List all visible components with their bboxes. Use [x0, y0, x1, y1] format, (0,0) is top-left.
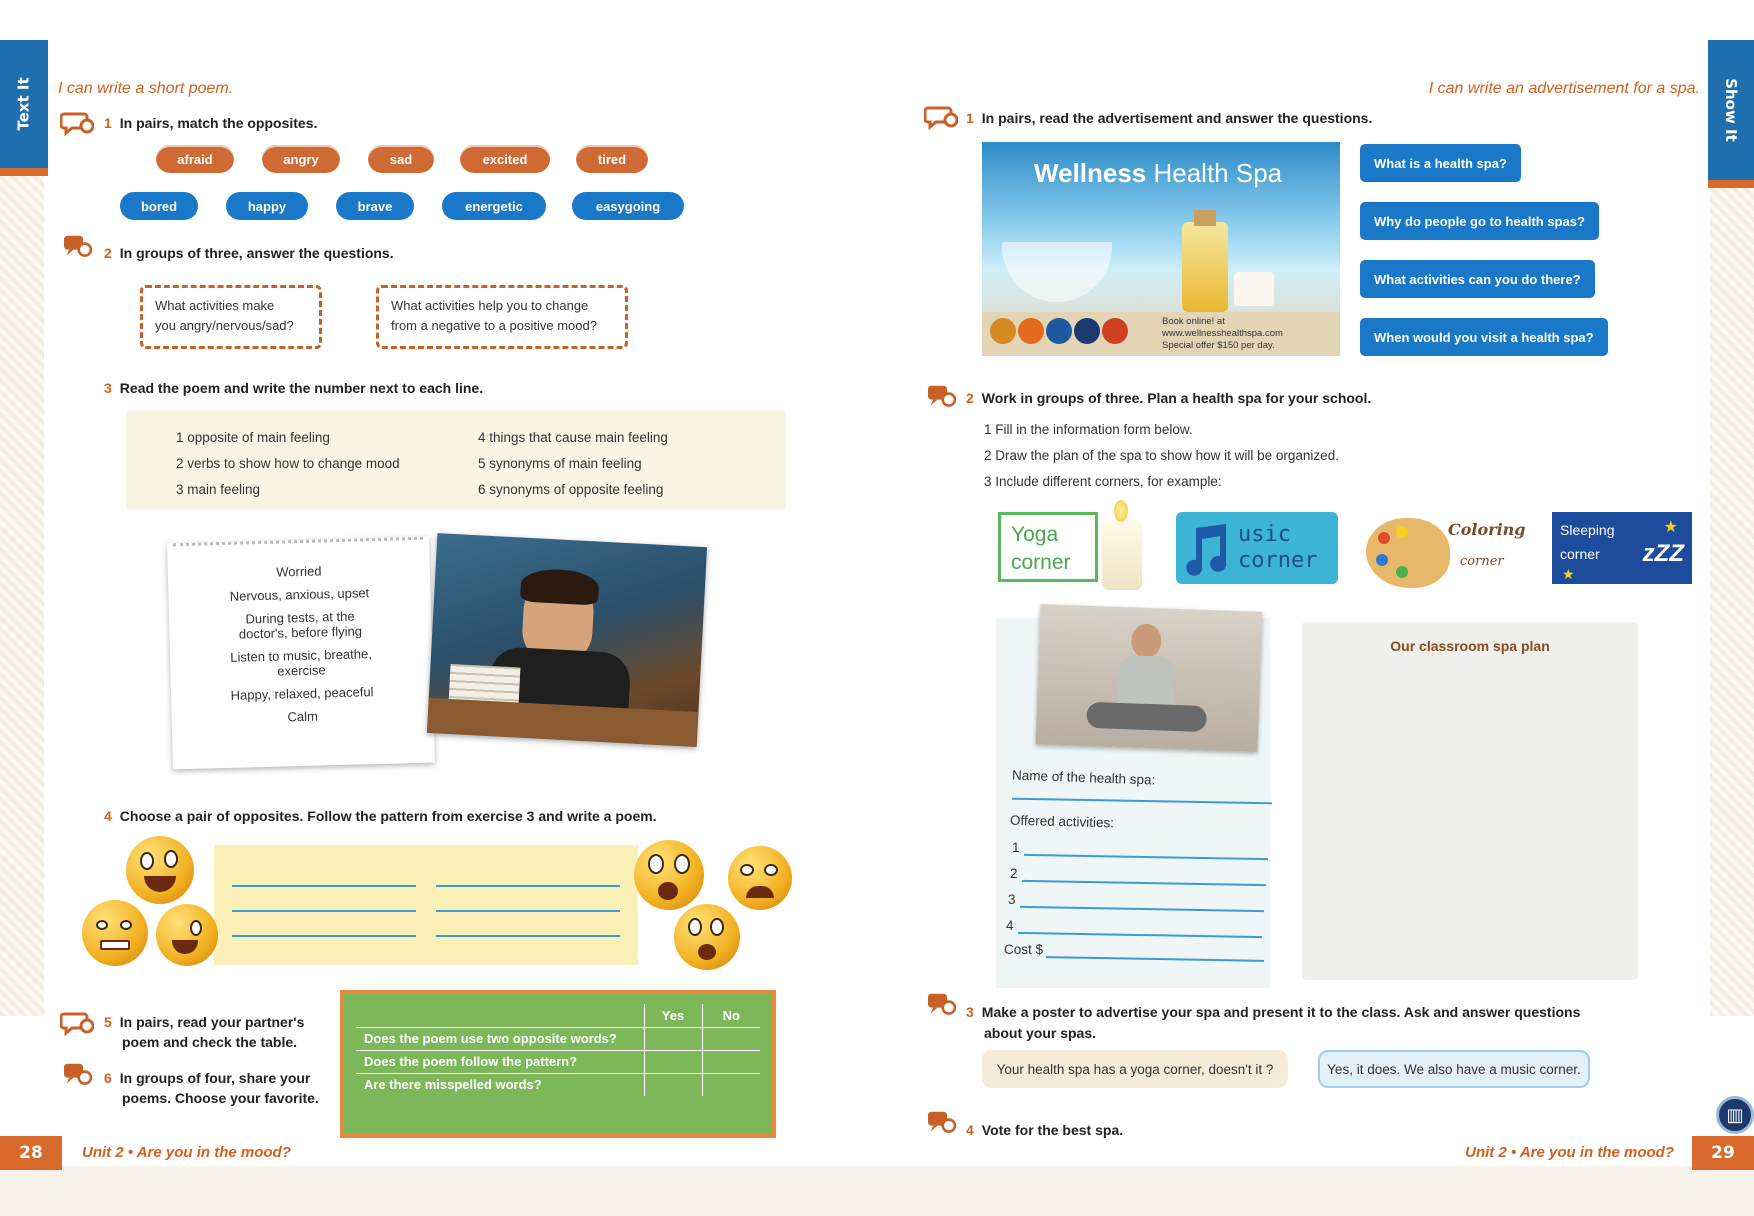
- poem-line-3: During tests, at the: [245, 608, 355, 627]
- group-talk-icon: [60, 234, 94, 260]
- group-talk-icon: [60, 1062, 94, 1088]
- poem-line-8: Calm: [287, 708, 319, 725]
- word-chip-sad[interactable]: sad: [368, 145, 434, 173]
- question-when-visit[interactable]: When would you visit a health spa?: [1360, 318, 1608, 356]
- exercise-2-heading: 2 In groups of three, answer the questions.: [104, 245, 394, 261]
- exercise-3-heading-right: 3 Make a poster to advertise your spa and present it to the class. Ask and answer questions about your spas.: [966, 1004, 1581, 1041]
- step-3: 3 Include different corners, for example:: [984, 474, 1222, 489]
- word-chip-energetic[interactable]: energetic: [442, 192, 546, 220]
- side-tab-accent: [0, 168, 48, 176]
- key-item-4: 4 things that cause main feeling: [478, 430, 668, 445]
- form-offered-label: Offered activities:: [1009, 812, 1115, 831]
- check-cell[interactable]: [644, 1050, 702, 1073]
- writing-line: [232, 910, 416, 912]
- spa-plan-area[interactable]: [1302, 622, 1638, 980]
- poem-line-4: doctor's, before flying: [238, 623, 363, 642]
- word-chip-angry[interactable]: angry: [262, 145, 340, 173]
- yoga-corner-label-2: corner: [1011, 551, 1071, 574]
- form-row-1: 1: [1012, 840, 1020, 855]
- spiral-binding: [173, 537, 423, 558]
- poem-line-6: exercise: [277, 662, 326, 679]
- exercise-1-heading-right: 1 In pairs, read the advertisement and answer the questions.: [966, 110, 1373, 126]
- group-talk-icon: [924, 992, 958, 1018]
- table-row: Are there misspelled words?: [356, 1073, 760, 1096]
- crying-emoji: [728, 846, 792, 910]
- wink-emoji: [156, 904, 218, 966]
- flame-icon: [1114, 500, 1128, 522]
- star-icon: ★: [1663, 519, 1678, 536]
- footer-unit-right: Unit 2 • Are you in the mood?: [1465, 1144, 1674, 1161]
- question-box-2-line-1: What activities help you to change: [391, 298, 589, 313]
- lesson-goal: I can write an advertisement for a spa.: [1428, 80, 1700, 97]
- right-margin-stripes: [1710, 160, 1754, 1016]
- word-chip-tired[interactable]: tired: [576, 145, 648, 173]
- pair-talk-icon: [60, 1010, 94, 1036]
- table-row: Does the poem use two opposite words?: [356, 1027, 760, 1050]
- speech-bubble-answer: Yes, it does. We also have a music corner.: [1318, 1050, 1590, 1088]
- exercise-4-heading: 4 Choose a pair of opposites. Follow the pattern from exercise 3 and write a poem.: [104, 808, 657, 824]
- side-tab-label: Show It: [1722, 78, 1740, 142]
- exercise-4-heading-right: 4 Vote for the best spa.: [966, 1122, 1124, 1138]
- scared-emoji: [634, 840, 704, 910]
- check-cell[interactable]: [644, 1073, 702, 1096]
- question-box-1-line-1: What activities make: [155, 298, 275, 313]
- poem-note: [167, 537, 435, 770]
- exercise-3-heading: 3 Read the poem and write the number next to each line.: [104, 380, 484, 396]
- poem-writing-area[interactable]: [214, 845, 638, 965]
- key-item-5: 5 synonyms of main feeling: [478, 456, 642, 471]
- writing-line: [232, 885, 416, 887]
- speech-bubble-question: Your health spa has a yoga corner, doesn't it ?: [982, 1050, 1288, 1088]
- side-tab-text-it: [0, 40, 48, 168]
- worried-student-photo: [427, 533, 707, 747]
- writing-line: [436, 910, 620, 912]
- sleeping-corner-label-2: corner: [1560, 546, 1600, 562]
- exercise-1-heading: 1 In pairs, match the opposites.: [104, 115, 318, 131]
- water-bowl: [1002, 242, 1112, 302]
- word-chip-excited[interactable]: excited: [460, 145, 550, 173]
- oil-bottle: [1182, 222, 1228, 312]
- table-header-yes: Yes: [644, 1004, 702, 1027]
- bottom-stripes: [0, 1166, 1754, 1216]
- coloring-corner-label-1: Coloring: [1448, 520, 1526, 539]
- question-activities[interactable]: What activities can you do there?: [1360, 260, 1595, 298]
- question-box-1-line-2: you angry/nervous/sad?: [155, 318, 294, 333]
- step-1: 1 Fill in the information form below.: [984, 422, 1193, 437]
- poem-line-5: Listen to music, breathe,: [230, 646, 373, 665]
- page-number-left: 28: [0, 1136, 62, 1170]
- writing-line: [436, 885, 620, 887]
- form-row-2: 2: [1010, 866, 1018, 881]
- lesson-goal: I can write a short poem.: [58, 80, 234, 97]
- check-cell[interactable]: [644, 1027, 702, 1050]
- word-chip-afraid[interactable]: afraid: [156, 145, 234, 173]
- sleeping-corner-card: [1552, 512, 1692, 584]
- question-why-go[interactable]: Why do people go to health spas?: [1360, 202, 1599, 240]
- spa-ad-title: Wellness Health Spa: [1034, 158, 1283, 188]
- angry-emoji: [82, 900, 148, 966]
- key-item-6: 6 synonyms of opposite feeling: [478, 482, 664, 497]
- word-chip-bored[interactable]: bored: [120, 192, 198, 220]
- spa-ad-book: Book online! at: [1162, 316, 1225, 327]
- key-item-3: 3 main feeling: [176, 482, 261, 497]
- poem-line-2: Nervous, anxious, upset: [229, 585, 370, 604]
- yoga-corner-label-1: Yoga: [1011, 523, 1059, 546]
- left-margin-stripes: [0, 160, 44, 1016]
- form-row-4: 4: [1006, 918, 1014, 933]
- writing-line: [436, 935, 620, 937]
- music-corner-card: [1176, 512, 1338, 584]
- word-chip-happy[interactable]: happy: [226, 192, 308, 220]
- question-box-2-line-2: from a negative to a positive mood?: [391, 318, 597, 333]
- music-corner-label-2: corner: [1238, 548, 1318, 573]
- check-cell[interactable]: [702, 1050, 760, 1073]
- candle-icon: [1102, 520, 1142, 590]
- side-tab-label: Text It: [15, 77, 34, 131]
- poem-line-1: Worried: [276, 563, 322, 580]
- check-cell[interactable]: [702, 1073, 760, 1096]
- exercise-6-heading: 6 In groups of four, share your poems. Choose your favorite.: [104, 1070, 319, 1106]
- key-item-2: 2 verbs to show how to change mood: [176, 456, 400, 471]
- writing-line: [232, 935, 416, 937]
- spa-plan-title: Our classroom spa plan: [1390, 638, 1550, 654]
- coloring-corner-label-2: corner: [1460, 554, 1504, 569]
- pair-talk-icon: [924, 104, 958, 130]
- happy-emoji: [126, 836, 194, 904]
- book-nav-icon[interactable]: ▥: [1716, 1096, 1754, 1134]
- table-row: Does the poem follow the pattern?: [356, 1050, 760, 1073]
- coloring-corner-card: [1366, 506, 1526, 592]
- step-2: 2 Draw the plan of the spa to show how it will be organized.: [984, 448, 1339, 463]
- pair-talk-icon: [60, 110, 94, 136]
- exercise-2-heading-right: 2 Work in groups of three. Plan a health spa for your school.: [966, 390, 1372, 406]
- word-chip-brave[interactable]: brave: [336, 192, 414, 220]
- exercise-5-heading: 5 In pairs, read your partner's poem and check the table.: [104, 1014, 305, 1050]
- form-cost-label: Cost $: [1004, 942, 1044, 957]
- question-box-1: [140, 285, 322, 349]
- spa-advertisement: [982, 142, 1340, 356]
- question-what-is-spa[interactable]: What is a health spa?: [1360, 144, 1521, 182]
- word-chip-easygoing[interactable]: easygoing: [572, 192, 684, 220]
- question-box-2: [376, 285, 628, 349]
- form-row-3: 3: [1008, 892, 1016, 907]
- check-cell[interactable]: [702, 1027, 760, 1050]
- key-item-1: 1 opposite of main feeling: [176, 430, 330, 445]
- form-name-label: Name of the health spa:: [1011, 767, 1156, 788]
- zzz-icon: zZZ: [1642, 540, 1684, 567]
- palette-icon: [1366, 518, 1450, 588]
- spa-ad-offer: Special offer $150 per day.: [1162, 340, 1275, 351]
- page-number-right: 29: [1692, 1136, 1754, 1170]
- sleeping-corner-label-1: Sleeping: [1560, 522, 1615, 538]
- meditation-photo: [1036, 604, 1263, 752]
- yoga-corner-card: [998, 512, 1098, 582]
- side-tab-show-it: [1708, 40, 1754, 180]
- group-talk-icon: [924, 384, 958, 410]
- poem-checklist: [340, 990, 776, 1138]
- music-note-icon: [1186, 522, 1236, 578]
- activity-icons: [990, 318, 1128, 344]
- table-header-no: No: [702, 1004, 760, 1027]
- spa-ad-url[interactable]: www.wellnesshealthspa.com: [1162, 328, 1283, 339]
- candle: [1234, 272, 1274, 306]
- surprised-emoji: [674, 904, 740, 970]
- poem-line-7: Happy, relaxed, peaceful: [230, 684, 374, 703]
- side-tab-accent: [1708, 180, 1754, 188]
- music-corner-label-1: usic: [1238, 522, 1291, 547]
- footer-unit-left: Unit 2 • Are you in the mood?: [82, 1144, 291, 1161]
- star-icon: ★: [1562, 566, 1575, 582]
- group-talk-icon: [924, 1110, 958, 1136]
